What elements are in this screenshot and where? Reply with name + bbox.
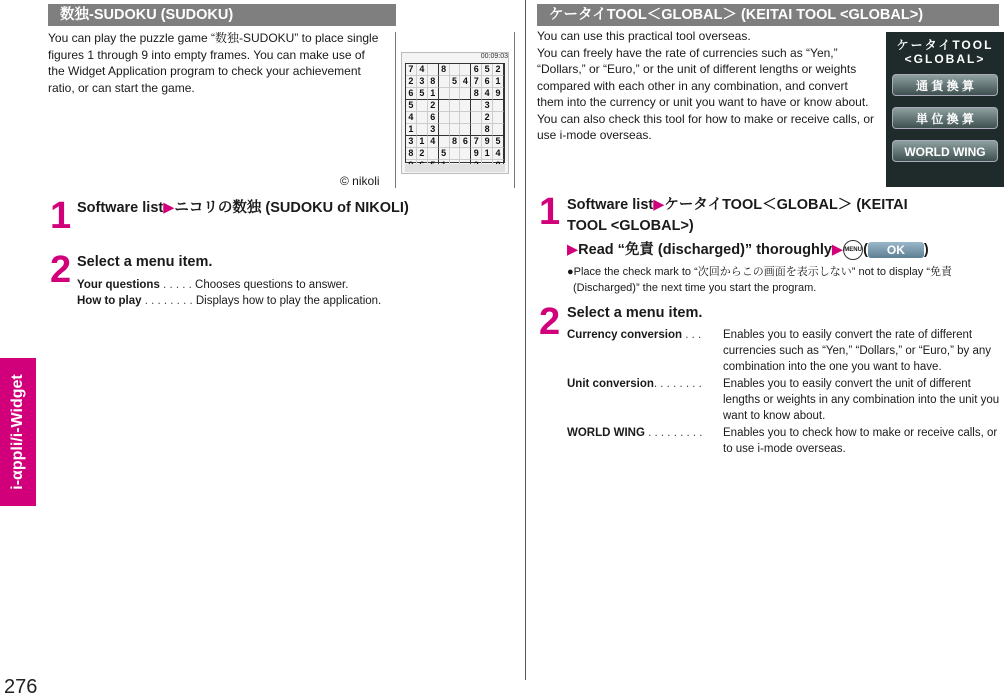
step-digit: 2	[539, 302, 561, 338]
keitai-intro-line: “Dollars,” or “Euro,” or the unit of different lengths or weights	[537, 62, 857, 76]
sudoku-cell: 2	[482, 112, 493, 124]
sudoku-cell	[460, 124, 471, 136]
sudoku-cell: 2	[493, 64, 504, 76]
sudoku-cell: 5	[417, 88, 428, 100]
keitai-app-name: ケータイTOOL＜GLOBAL＞ (KEITAI	[664, 197, 908, 213]
item-dots: . . .	[682, 329, 702, 341]
sudoku-cell: 8	[406, 148, 417, 160]
arrow-right-icon: ▶	[567, 242, 579, 258]
unit-conversion-screen-button: 単 位 換 算	[892, 107, 998, 129]
sudoku-cell	[493, 112, 504, 124]
sudoku-cell	[428, 64, 439, 76]
item-term: Unit conversion	[567, 378, 654, 390]
keitai-section-header: ケータイTOOL＜GLOBAL＞ (KEITAI TOOL <GLOBAL>)	[537, 4, 999, 26]
step-number-2	[537, 302, 561, 338]
step-number-1	[537, 192, 561, 228]
item-desc: Chooses questions to answer.	[195, 279, 349, 291]
sudoku-cell: 6	[460, 136, 471, 148]
sudoku-cell	[439, 136, 450, 148]
item-term: WORLD WING	[567, 427, 645, 439]
sudoku-intro-line: figures 1 through 9 into empty frames. You can make use of	[48, 47, 365, 62]
item-desc: Enables you to easily convert the rate of different currencies such as “Yen,” “Dollars,” or “Euro,” by any combination into the one you want to have.	[723, 329, 992, 373]
sudoku-menu-item	[77, 277, 348, 293]
currency-conversion-screen-button: 通 貨 換 算	[892, 74, 998, 96]
sudoku-intro	[48, 30, 388, 96]
sudoku-cell: 1	[482, 148, 493, 160]
item-desc: Displays how to play the application.	[195, 295, 382, 307]
item-desc: Enables you to easily convert the unit of different lengths or weights in any combination into the unit you want to know about.	[723, 378, 1000, 422]
keitai-intro-line: compared with each other in any combination, and convert	[537, 78, 848, 93]
world-wing-screen-button: WORLD WING	[892, 140, 998, 162]
paren: )	[923, 242, 929, 258]
keitai-step1-title	[567, 195, 987, 261]
step-number-2	[48, 250, 72, 286]
sudoku-cell	[439, 88, 450, 100]
step-digit: 1	[539, 192, 561, 228]
sudoku-step1-title	[77, 198, 409, 218]
sudoku-intro-line: You can play the puzzle game “数独-SUDOKU” to place single	[48, 31, 379, 45]
menu-key-icon: MENU	[843, 240, 863, 260]
nikoli-credit: © nikoli	[340, 174, 380, 188]
arrow-right-icon: ▶	[163, 200, 175, 216]
item-dots: . . . . . . . . .	[644, 427, 703, 439]
sudoku-cell: 9	[471, 148, 482, 160]
sudoku-cell: 1	[428, 88, 439, 100]
sudoku-cell	[450, 88, 461, 100]
sudoku-cell: 4	[417, 64, 428, 76]
sudoku-cell	[460, 64, 471, 76]
keitai-menu-item	[567, 327, 1003, 375]
sudoku-cell: 1	[493, 76, 504, 88]
sudoku-cell: 2	[406, 76, 417, 88]
sudoku-cell: 3	[428, 124, 439, 136]
sudoku-cell	[460, 100, 471, 112]
sudoku-cell	[450, 112, 461, 124]
sudoku-cell	[450, 64, 461, 76]
sudoku-cell: 9	[493, 88, 504, 100]
sudoku-cell	[450, 124, 461, 136]
sudoku-cell: 7	[471, 136, 482, 148]
item-term: Your questions	[77, 279, 160, 291]
ok-softkey-icon: OK	[868, 242, 924, 258]
sudoku-cell: 1	[406, 124, 417, 136]
column-divider	[525, 0, 526, 680]
keitai-intro-line: use i-mode overseas.	[537, 128, 652, 142]
item-term: How to play	[77, 295, 142, 307]
keitai-intro-line: You can use this practical tool overseas.	[537, 29, 751, 43]
sudoku-cell	[493, 100, 504, 112]
note-line: (Discharged)” the next time you start the program.	[573, 281, 817, 294]
arrow-right-icon: ▶	[831, 242, 844, 258]
sudoku-cell: 6	[428, 112, 439, 124]
sudoku-cell: 1	[417, 136, 428, 148]
keitai-intro-line: them into the currency or unit you want to have or know about.	[537, 95, 869, 109]
sudoku-intro-line: the Widget Application program to check your achievement	[48, 64, 361, 78]
keitai-intro-line: You can freely have the rate of currencies such as “Yen,”	[537, 45, 838, 60]
keitai-intro	[537, 28, 882, 144]
sudoku-intro-line: ratio, or can start the game.	[48, 80, 195, 95]
paren: (	[863, 242, 868, 258]
sudoku-section-header: 数独-SUDOKU (SUDOKU)	[48, 4, 396, 26]
sudoku-cell: 6	[406, 88, 417, 100]
sudoku-cell	[460, 112, 471, 124]
keitai-intro-line: You can also check this tool for how to make or receive calls, or	[537, 111, 875, 126]
step-number-1	[48, 196, 72, 232]
sudoku-cell	[493, 124, 504, 136]
sudoku-menu-item	[77, 293, 381, 309]
screen-title-line: ケータイTOOL	[896, 38, 994, 52]
item-dots: . . . . . . . .	[141, 295, 196, 307]
sudoku-cell: 8	[471, 88, 482, 100]
image-frame-line	[514, 32, 515, 188]
sudoku-cell: 8	[428, 76, 439, 88]
arrow-right-icon: ▶	[653, 197, 665, 213]
section-side-label: i-αppli/i-Widget	[9, 374, 26, 490]
sudoku-screen-image	[401, 52, 509, 174]
item-dots: . . . . . . . .	[653, 378, 702, 390]
software-list-label: Software list	[77, 200, 164, 216]
image-frame-line	[395, 32, 396, 188]
step-digit: 2	[50, 250, 72, 286]
sudoku-cell: 3	[406, 136, 417, 148]
sudoku-cell: 4	[406, 112, 417, 124]
sudoku-cell: 2	[428, 100, 439, 112]
sudoku-cell: 8	[439, 64, 450, 76]
sudoku-cell	[417, 124, 428, 136]
sudoku-step2-title: Select a menu item.	[77, 254, 213, 270]
sudoku-cell	[439, 100, 450, 112]
sudoku-cell	[450, 148, 461, 160]
item-dots: . . . . .	[159, 279, 196, 291]
sudoku-cell	[450, 100, 461, 112]
sudoku-cell	[428, 148, 439, 160]
screen-title-line: <GLOBAL>	[904, 52, 986, 66]
sudoku-cell: 5	[406, 100, 417, 112]
sudoku-cell	[460, 148, 471, 160]
sudoku-cell: 4	[482, 88, 493, 100]
sudoku-cell	[460, 88, 471, 100]
item-desc: Enables you to check how to make or receive calls, or to use i-mode overseas.	[723, 427, 998, 455]
keitai-menu-item	[567, 376, 1003, 424]
sudoku-cell: 6	[482, 76, 493, 88]
sudoku-softkey-bar	[405, 164, 505, 172]
note-line: Place the check mark to “次回からこの画面を表示しない” not to display “免責	[573, 266, 953, 278]
software-list-label: Software list	[567, 197, 654, 213]
sudoku-cell	[471, 112, 482, 124]
sudoku-cell: 4	[428, 136, 439, 148]
sudoku-cell: 3	[482, 100, 493, 112]
sudoku-cell	[439, 112, 450, 124]
sudoku-cell	[439, 76, 450, 88]
sudoku-cell: 3	[417, 76, 428, 88]
sudoku-cell: 7	[471, 76, 482, 88]
step-digit: 1	[50, 196, 72, 232]
sudoku-timer: 00:09:03	[480, 53, 508, 60]
sudoku-cell: 8	[450, 136, 461, 148]
sudoku-cell: 5	[493, 136, 504, 148]
sudoku-app-name: ニコリの数独 (SUDOKU of NIKOLI)	[174, 200, 409, 216]
keitai-step1-note	[567, 265, 1003, 296]
keitai-menu-item	[567, 425, 1003, 457]
sudoku-cell	[417, 112, 428, 124]
sudoku-cell: 7	[406, 64, 417, 76]
page-number: 276	[4, 676, 38, 698]
sudoku-cell	[417, 100, 428, 112]
sudoku-cell	[439, 124, 450, 136]
sudoku-cell: 2	[417, 148, 428, 160]
sudoku-cell: 4	[493, 148, 504, 160]
sudoku-cell: 5	[439, 148, 450, 160]
sudoku-cell: 8	[482, 124, 493, 136]
keitai-screen-title	[886, 38, 1004, 66]
sudoku-cell: 6	[471, 64, 482, 76]
sudoku-cell: 5	[450, 76, 461, 88]
item-term: Currency conversion	[567, 329, 683, 341]
keitai-tool-screen-image	[886, 32, 1004, 187]
sudoku-cell	[471, 124, 482, 136]
keitai-app-name-cont: TOOL <GLOBAL>)	[567, 218, 694, 234]
sudoku-cell: 4	[460, 76, 471, 88]
sudoku-cell: 5	[482, 64, 493, 76]
sudoku-cell: 9	[482, 136, 493, 148]
sudoku-cell	[471, 100, 482, 112]
bullet-icon: ●	[567, 266, 574, 278]
keitai-step2-title: Select a menu item.	[567, 305, 703, 321]
read-discharged-label: Read “免責 (discharged)” thoroughly	[578, 242, 832, 258]
sudoku-grid	[405, 63, 505, 163]
